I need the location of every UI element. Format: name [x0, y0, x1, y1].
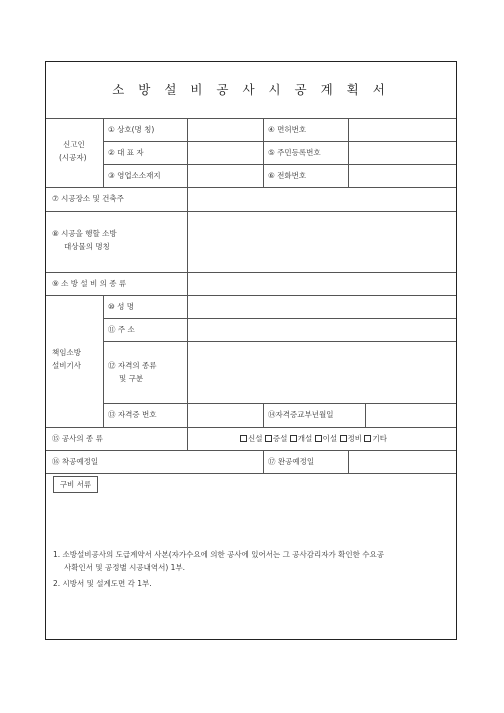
- qualification-label: ⑫ 자격의 종류: [108, 361, 157, 370]
- option-remodel: 개설: [297, 434, 313, 443]
- cert-date-label: ⑭자격증교부년월일: [268, 410, 334, 419]
- resident-no-label: ⑤ 주민등록번호: [268, 148, 321, 157]
- divider: [46, 450, 456, 451]
- checkbox[interactable]: [315, 435, 322, 442]
- divider: [46, 211, 456, 212]
- divider: [365, 403, 366, 427]
- checkbox[interactable]: [364, 435, 371, 442]
- divider: [46, 473, 456, 474]
- cert-no-label: ⑬ 자격증 번호: [108, 410, 157, 419]
- divider: [103, 341, 456, 342]
- reporter-label: 신고인: [63, 140, 85, 149]
- license-no-label: ④ 면허번호: [268, 125, 307, 134]
- divider: [348, 118, 349, 187]
- divider: [348, 450, 349, 473]
- docs-label: 구비 서류: [53, 476, 98, 493]
- engineer-address-label: ⑪ 주 소: [108, 325, 135, 334]
- divider: [46, 295, 456, 296]
- company-name-label: ① 상호(명 칭): [108, 125, 155, 134]
- divider: [46, 427, 456, 428]
- divider: [187, 295, 188, 427]
- start-date-label: ⑯ 착공예정일: [52, 457, 99, 466]
- checkbox[interactable]: [265, 435, 272, 442]
- engineer-label: 책임소방: [52, 348, 81, 357]
- work-type-label: ⑮ 공사의 종 류: [52, 434, 103, 443]
- divider: [103, 318, 456, 319]
- divider: [263, 450, 264, 473]
- divider: [187, 427, 188, 450]
- divider: [263, 118, 264, 187]
- divider: [187, 118, 188, 187]
- divider: [187, 187, 188, 295]
- phone-label: ⑥ 전화번호: [268, 171, 307, 180]
- divider: [46, 187, 456, 188]
- divider: [103, 141, 456, 142]
- site-address-label: ⑦ 시공장소 및 건축주: [52, 194, 124, 203]
- divider: [103, 164, 456, 165]
- form-title: 소 방 설 비 공 사 시 공 계 획 서: [112, 82, 390, 97]
- divider: [263, 403, 264, 427]
- option-new: 신설: [248, 434, 263, 443]
- checkbox[interactable]: [290, 435, 297, 442]
- option-maintain: 정비: [347, 434, 363, 443]
- target-name-label: ⑧ 시공을 행할 소방: [52, 229, 117, 238]
- divider: [103, 295, 104, 427]
- option-other: 기타: [372, 434, 387, 443]
- reporter-label-sub: (시공자): [59, 153, 87, 162]
- checkbox[interactable]: [340, 435, 347, 442]
- end-date-label: ⑰ 완공예정일: [268, 457, 315, 466]
- note-1-cont: 사확인서 및 공정별 시공내역서) 1부.: [64, 563, 186, 572]
- divider: [46, 118, 456, 119]
- divider: [103, 118, 104, 187]
- checkbox[interactable]: [240, 435, 247, 442]
- target-name-label-sub: 대상물의 명칭: [64, 242, 110, 251]
- office-address-label: ③ 영업소소재지: [108, 171, 161, 180]
- representative-label: ② 대 표 자: [108, 148, 144, 157]
- engineer-name-label: ⑩ 성 명: [108, 302, 134, 311]
- divider: [46, 272, 456, 273]
- note-2: 2. 시방서 및 설계도면 각 1부.: [53, 579, 152, 588]
- work-type-options: [240, 434, 387, 444]
- qualification-label-sub: 및 구분: [119, 374, 144, 383]
- divider: [103, 403, 456, 404]
- option-relocate: 이설: [322, 434, 338, 443]
- facility-types-label: ⑨ 소 방 설 비 의 종 류: [52, 279, 127, 288]
- note-1: 1. 소방설비공사의 도급계약서 사본(자가수요에 의한 공사에 있어서는 그 공사감리자가 확인한 수요공: [53, 550, 384, 559]
- engineer-label-sub: 설비기사: [52, 361, 81, 370]
- option-expand: 증설: [272, 434, 288, 443]
